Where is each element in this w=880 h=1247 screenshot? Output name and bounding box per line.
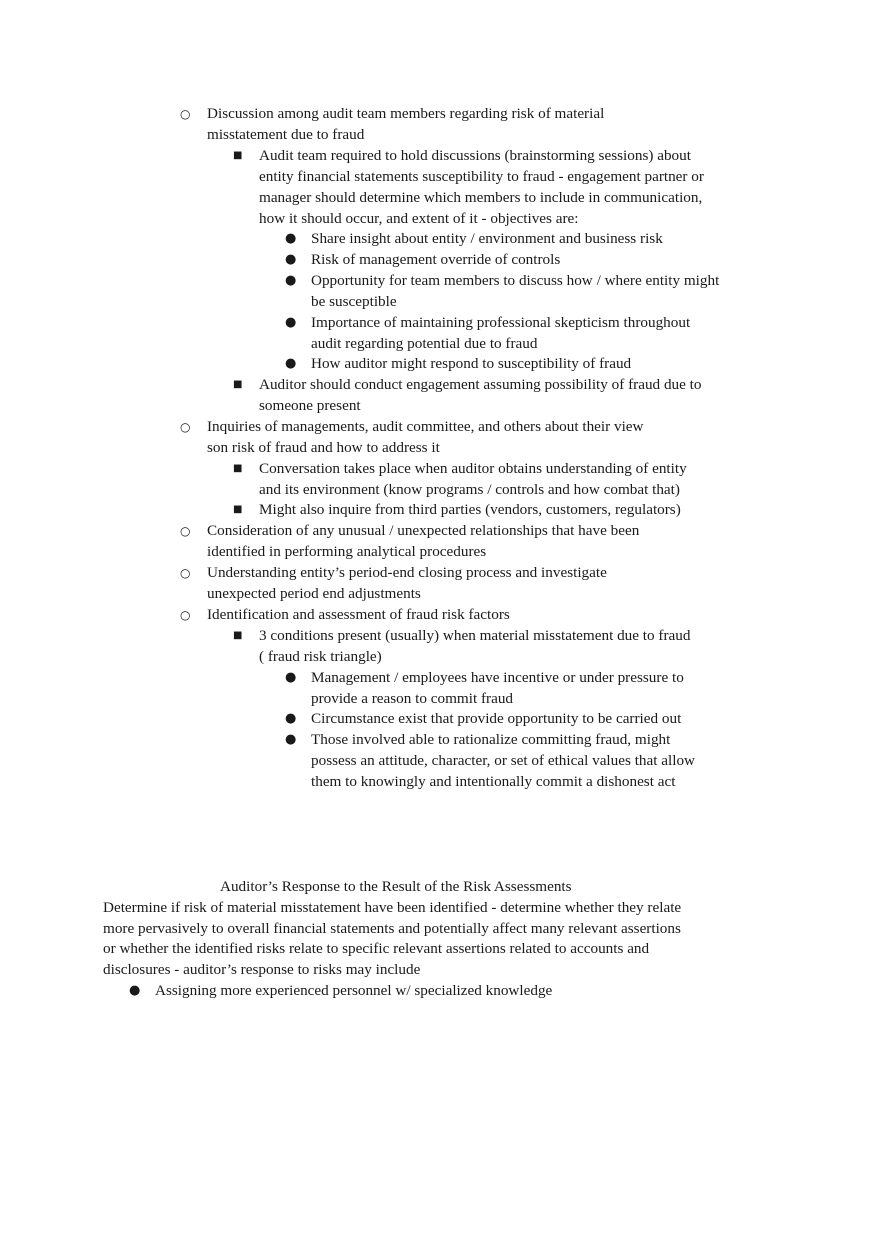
disc-bullet-icon: ● <box>285 315 297 330</box>
subitem-1-1-line-3: manager should determine which members to include in communication, <box>259 189 703 206</box>
square-bullet-icon: ■ <box>233 379 243 390</box>
subitem-2-2: Might also inquire from third parties (vendors, customers, regulators) <box>259 501 681 518</box>
subitem-1-1-line-2: entity financial statements susceptibility to fraud - engagement partner or <box>259 168 704 185</box>
disc-bullet-icon: ● <box>285 711 297 726</box>
disc-bullet-icon: ● <box>285 732 297 747</box>
triangle-condition-3-line-1: Those involved able to rationalize committing fraud, might <box>311 731 671 748</box>
subitem-1-1-line-4: how it should occur, and extent of it - objectives are: <box>259 210 579 227</box>
outline-item-4-line-2: unexpected period end adjustments <box>207 585 421 602</box>
outline-item-2-line-1: Inquiries of managements, audit committee, and others about their view <box>207 418 644 435</box>
subitem-1-2-line-2: someone present <box>259 397 361 414</box>
section-paragraph-line-3: or whether the identified risks relate to specific relevant assertions related to accounts and <box>103 940 650 957</box>
section-paragraph-line-4: disclosures - auditor’s response to risks may include <box>103 961 421 978</box>
disc-bullet-icon: ● <box>285 252 297 267</box>
outline-item-3-line-2: identified in performing analytical procedures <box>207 543 487 560</box>
circle-bullet-icon: ○ <box>180 420 191 434</box>
square-bullet-icon: ■ <box>233 504 243 515</box>
section-bullet-1: Assigning more experienced personnel w/ specialized knowledge <box>155 982 553 999</box>
triangle-condition-3-line-3: them to knowingly and intentionally commit a dishonest act <box>311 773 676 790</box>
outline-item-5: Identification and assessment of fraud risk factors <box>207 606 510 623</box>
subitem-1-2-line-1: Auditor should conduct engagement assuming possibility of fraud due to <box>259 376 702 393</box>
circle-bullet-icon: ○ <box>180 524 191 538</box>
triangle-condition-1-line-2: provide a reason to commit fraud <box>311 690 514 707</box>
square-bullet-icon: ■ <box>233 630 243 641</box>
disc-bullet-icon: ● <box>285 273 297 288</box>
objective-4-line-2: audit regarding potential due to fraud <box>311 335 538 352</box>
section-paragraph-line-1: Determine if risk of material misstatement have been identified - determine whether they relate <box>103 899 682 916</box>
outline-item-4-line-1: Understanding entity’s period-end closing process and investigate <box>207 564 607 581</box>
subitem-2-1-line-2: and its environment (know programs / controls and how combat that) <box>259 481 680 498</box>
subitem-5-1-line-1: 3 conditions present (usually) when material misstatement due to fraud <box>259 627 691 644</box>
square-bullet-icon: ■ <box>233 150 243 161</box>
outline-item-1-line-1: Discussion among audit team members regarding risk of material <box>207 105 605 122</box>
square-bullet-icon: ■ <box>233 463 243 474</box>
disc-bullet-icon: ● <box>285 356 297 371</box>
objective-2: Risk of management override of controls <box>311 251 561 268</box>
disc-bullet-icon: ● <box>285 670 297 685</box>
triangle-condition-2: Circumstance exist that provide opportunity to be carried out <box>311 710 682 727</box>
subitem-5-1-line-2: ( fraud risk triangle) <box>259 648 382 665</box>
triangle-condition-1-line-1: Management / employees have incentive or under pressure to <box>311 669 684 686</box>
circle-bullet-icon: ○ <box>180 566 191 580</box>
circle-bullet-icon: ○ <box>180 107 191 121</box>
objective-1: Share insight about entity / environment and business risk <box>311 230 663 247</box>
disc-bullet-icon: ● <box>285 231 297 246</box>
objective-3-line-2: be susceptible <box>311 293 397 310</box>
outline-item-1-line-2: misstatement due to fraud <box>207 126 365 143</box>
objective-3-line-1: Opportunity for team members to discuss how / where entity might <box>311 272 720 289</box>
outline-item-2-line-2: son risk of fraud and how to address it <box>207 439 440 456</box>
section-paragraph-line-2: more pervasively to overall financial statements and potentially affect many relevant assertions <box>103 920 681 937</box>
circle-bullet-icon: ○ <box>180 608 191 622</box>
subitem-2-1-line-1: Conversation takes place when auditor obtains understanding of entity <box>259 460 687 477</box>
objective-5: How auditor might respond to susceptibility of fraud <box>311 355 632 372</box>
objective-4-line-1: Importance of maintaining professional skepticism throughout <box>311 314 691 331</box>
section-heading: Auditor’s Response to the Result of the Risk Assessments <box>220 878 572 895</box>
outline-item-3-line-1: Consideration of any unusual / unexpected relationships that have been <box>207 522 640 539</box>
subitem-1-1-line-1: Audit team required to hold discussions (brainstorming sessions) about <box>259 147 691 164</box>
disc-bullet-icon: ● <box>129 983 141 998</box>
triangle-condition-3-line-2: possess an attitude, character, or set of ethical values that allow <box>311 752 696 769</box>
